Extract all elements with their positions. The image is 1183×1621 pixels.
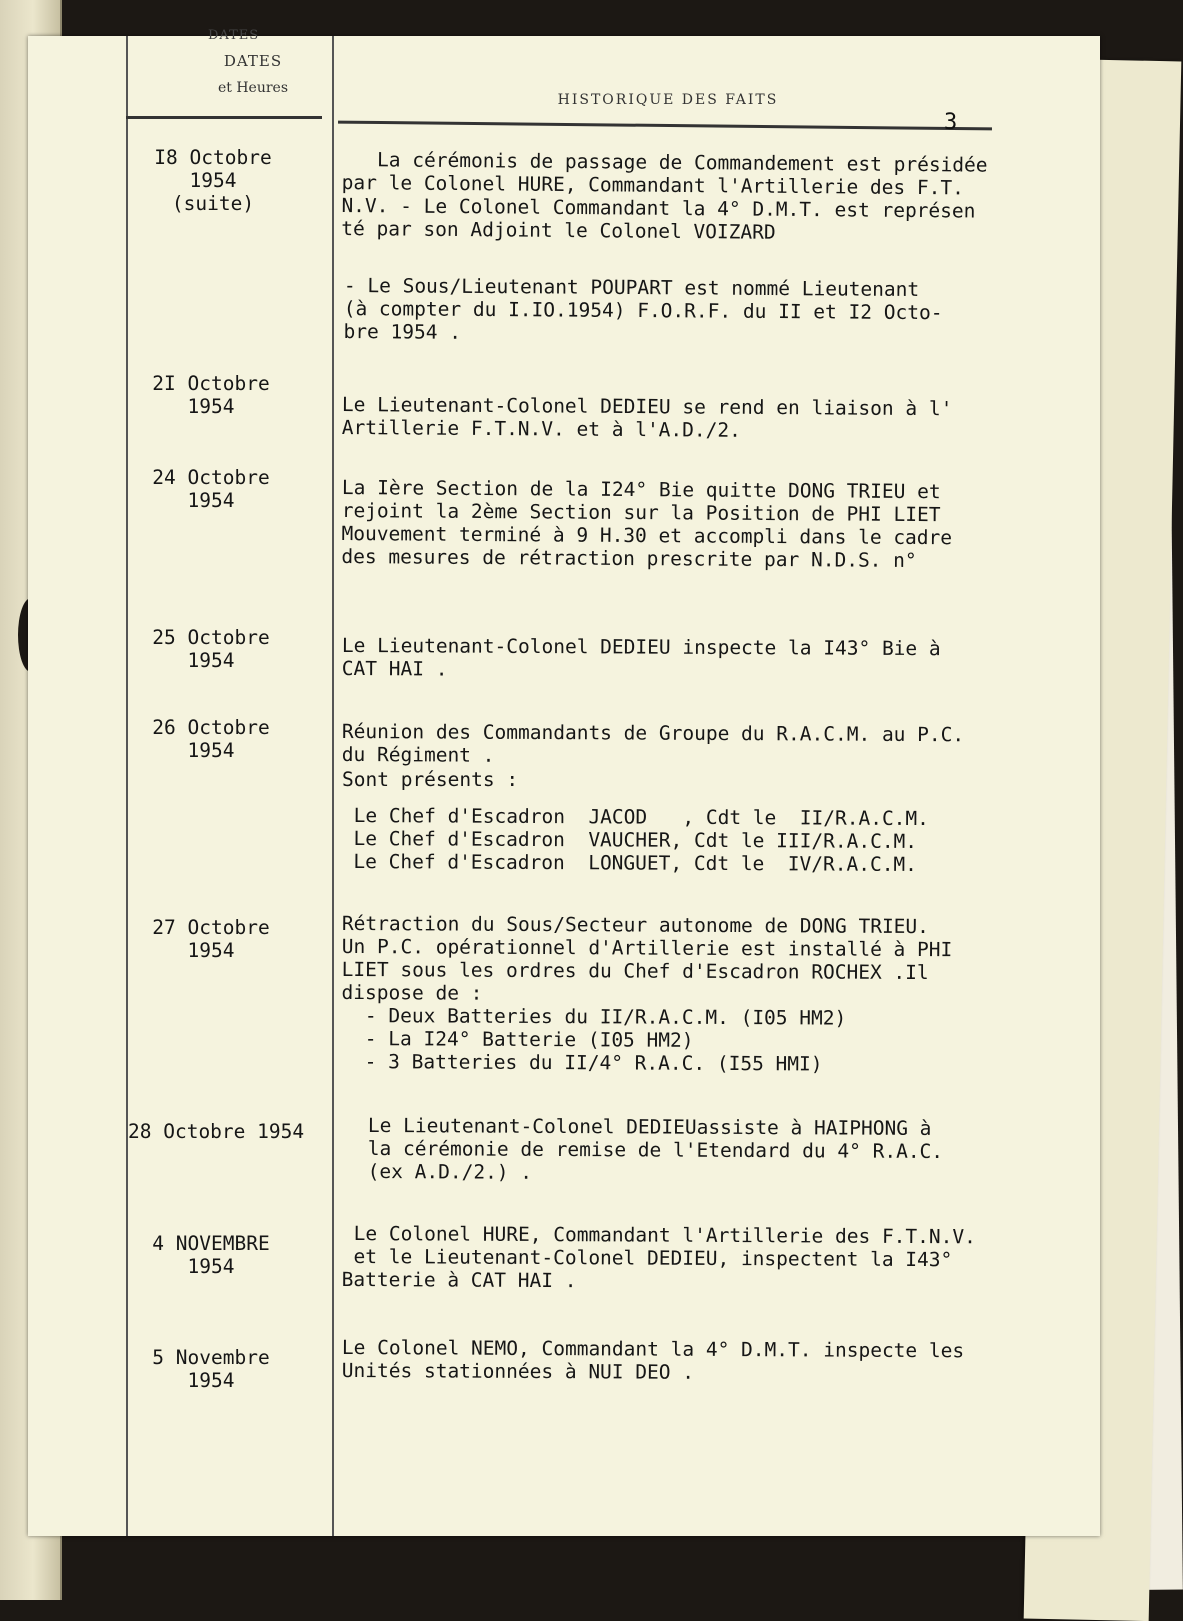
entry-text: Le Lieutenant-Colonel DEDIEUassiste à HAIPHONG à la cérémonie de remise de l'Etendard du 4° R.A.C. (ex A.D./2.) . — [367, 1114, 944, 1184]
entry-date: 25 Octobre 1954 — [152, 626, 270, 672]
entry-date: 24 Octobre 1954 — [152, 466, 270, 512]
entry-date: 2I Octobre 1954 — [152, 372, 270, 418]
entry-text: - Le Sous/Lieutenant POUPART est nommé Lieutenant (à compter du I.IO.1954) F.O.R.F. du II et I2 Octo- bre 1954 . — [343, 274, 943, 344]
header-rule-dates — [126, 116, 322, 119]
header-top-fragment: DATES — [208, 28, 260, 43]
column-rule-left — [126, 36, 128, 1536]
entry-date: 26 Octobre 1954 — [152, 716, 270, 762]
entry-date: 4 NOVEMBRE 1954 — [152, 1232, 270, 1278]
header-rule-faits — [338, 121, 992, 131]
entry-date: I8 Octobre 1954 (suite) — [154, 146, 272, 215]
header-heures: et Heures — [217, 80, 289, 96]
entry-text: Le Colonel NEMO, Commandant la 4° D.M.T. inspecte les Unités stationnées à NUI DEO . — [341, 1336, 965, 1384]
page-number: 3 — [944, 110, 958, 135]
entry-date: 5 Novembre 1954 — [152, 1346, 270, 1392]
entry-text: Rétraction du Sous/Secteur autonome de DONG TRIEU. Un P.C. opérationnel d'Artillerie est installé à PHI LIET sous les ordres du Chef d'Escadron ROCHEX .Il dispose de : - Deux Batteries du II/R.A.C.M. (I05 HM2) - La I24° Batterie (I05 HM2) - 3 Batteries du II/4° R.A.C. (I55 HMI) — [341, 912, 953, 1076]
entry-text: Le Colonel HURE, Commandant l'Artillerie des F.T.N.V. et le Lieutenant-Colonel DEDIEU, inspectent la I43° Batterie à CAT HAI . — [341, 1222, 976, 1293]
entry-text: Sont présents : — [342, 768, 519, 791]
entry-text: Le Chef d'Escadron JACOD , Cdt le II/R.A.C.M. Le Chef d'Escadron VAUCHER, Cdt le III/R.A.C.M. Le Chef d'Escadron LONGUET, Cdt le IV/R.A.C.M. — [341, 804, 929, 877]
entry-date: 27 Octobre 1954 — [152, 916, 270, 962]
header-historique: HISTORIQUE DES FAITS — [557, 92, 779, 108]
entry-text: Le Lieutenant-Colonel DEDIEU inspecte la I43° Bie à CAT HAI . — [341, 634, 941, 681]
header-dates: DATES — [223, 52, 283, 70]
entry-text: La Ière Section de la I24° Bie quitte DONG TRIEU et rejoint la 2ème Section sur la Position de PHI LIET Mouvement terminé à 9 H.30 et accompli dans le cadre des mesures de rétraction prescrite par N.D.S. n° — [341, 476, 953, 573]
entry-text: Réunion des Commandants de Groupe du R.A.C.M. au P.C. du Régiment . — [341, 720, 965, 767]
column-rule-middle — [332, 36, 334, 1536]
entry-text: La cérémonis de passage de Commandement est présidée par le Colonel HURE, Commandant l'Artillerie des F.T. N.V. - Le Colonel Commandant la 4° D.M.T. est représen té par son Adjoint le Colonel VOIZARD — [341, 148, 988, 244]
document-page — [28, 28, 1100, 1536]
entry-text: Le Lieutenant-Colonel DEDIEU se rend en liaison à l' Artillerie F.T.N.V. et à l'A.D./2. — [341, 393, 953, 442]
entry-date: 28 Octobre 1954 — [128, 1120, 305, 1143]
